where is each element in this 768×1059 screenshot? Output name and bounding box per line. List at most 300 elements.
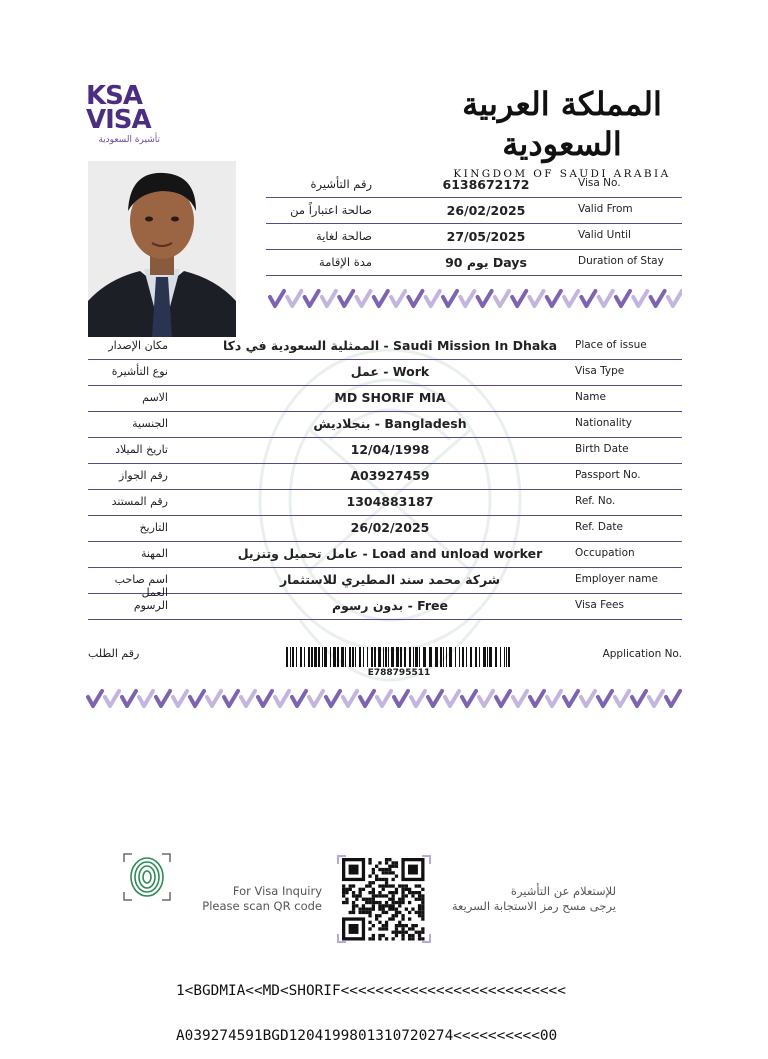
qr-module <box>415 891 418 894</box>
qr-module <box>368 908 371 911</box>
check-mark-icon <box>599 291 613 306</box>
qr-module <box>415 911 418 914</box>
qr-module <box>372 934 375 937</box>
qr-module <box>398 911 401 914</box>
qr-module <box>411 894 414 897</box>
barcode-bar <box>440 647 442 667</box>
barcode-bar <box>423 647 426 667</box>
qr-module <box>382 911 385 914</box>
qr-module <box>401 937 404 940</box>
qr-inquiry-en-line2: Please scan QR code <box>202 899 322 913</box>
qr-module <box>362 898 365 901</box>
barcode-bar <box>314 647 317 667</box>
birth-date-value: 12/04/1998 <box>350 442 430 457</box>
qr-module <box>365 898 368 901</box>
qr-module <box>421 917 424 920</box>
mrz-line-1: 1<BGDMIA<<MD<SHORIF<<<<<<<<<<<<<<<<<<<<<<<<<< <box>176 983 566 999</box>
qr-module <box>372 881 375 884</box>
barcode-bar <box>415 647 418 667</box>
barcode-bar <box>500 647 501 667</box>
valid-from-label-ar: صالحة اعتباراً من <box>290 203 372 217</box>
qr-module <box>368 898 371 901</box>
qr-module <box>342 894 345 897</box>
qr-module <box>378 868 381 871</box>
qr-module <box>411 927 414 930</box>
check-mark-icon <box>275 691 289 706</box>
qr-module <box>385 911 388 914</box>
check-mark-icon <box>462 691 476 706</box>
qr-module <box>392 917 395 920</box>
barcode-bar <box>359 647 361 667</box>
check-mark-icon <box>411 691 425 706</box>
qr-module <box>395 901 398 904</box>
qr-module <box>382 868 385 871</box>
qr-module <box>378 921 381 924</box>
birth-date-row <box>88 438 682 464</box>
qr-module <box>418 937 421 940</box>
application-number-label-ar: رقم الطلب <box>88 647 140 660</box>
qr-module <box>385 921 388 924</box>
check-mark-icon <box>305 291 319 306</box>
qr-module <box>365 908 368 911</box>
qr-module <box>375 914 378 917</box>
place-of-issue-value: الممثلية السعودية في دكا - Saudi Mission In Dhaka <box>222 338 558 353</box>
qr-module <box>395 931 398 934</box>
qr-module <box>362 888 365 891</box>
qr-module <box>368 891 371 894</box>
qr-module <box>375 917 378 920</box>
barcode-bar <box>322 647 323 667</box>
check-mark-icon <box>615 691 629 706</box>
qr-module <box>401 934 404 937</box>
barcode-bar <box>341 647 344 667</box>
qr-module <box>395 875 398 878</box>
qr-module <box>421 931 424 934</box>
barcode-bar <box>352 647 354 667</box>
passport-number-label-ar: رقم الجواز <box>119 469 168 482</box>
barcode-bar <box>388 647 389 667</box>
check-mark-icon <box>292 691 306 706</box>
ref-date-row <box>88 516 682 542</box>
check-mark-icon <box>564 291 578 306</box>
ref-number-label-ar: رقم المستند <box>111 495 168 508</box>
barcode-bar <box>466 647 467 667</box>
qr-module <box>401 894 404 897</box>
qr-module <box>385 871 388 874</box>
qr-module <box>408 917 411 920</box>
check-mark-icon <box>122 691 136 706</box>
barcode-bar <box>443 647 444 667</box>
qr-module <box>372 871 375 874</box>
qr-module <box>418 914 421 917</box>
qr-module <box>411 908 414 911</box>
qr-module <box>372 891 375 894</box>
employer-row <box>88 568 682 599</box>
qr-module <box>382 904 385 907</box>
barcode-bar <box>324 647 327 667</box>
check-mark-icon <box>309 691 323 706</box>
qr-module <box>352 891 355 894</box>
qr-module <box>385 901 388 904</box>
qr-module <box>352 904 355 907</box>
qr-finder-pattern <box>349 924 359 934</box>
qr-module <box>395 927 398 930</box>
name-value: MD SHORIF MIA <box>334 390 446 405</box>
qr-module <box>405 908 408 911</box>
qr-module <box>368 921 371 924</box>
qr-module <box>385 878 388 881</box>
check-mark-icon <box>616 291 630 306</box>
qr-module <box>342 891 345 894</box>
check-mark-icon <box>445 691 459 706</box>
qr-module <box>362 911 365 914</box>
place-of-issue-label-en: Place of issue <box>575 339 647 351</box>
qr-module <box>392 878 395 881</box>
qr-module <box>398 884 401 887</box>
barcode-bar <box>504 647 505 667</box>
barcode-bar <box>318 647 320 667</box>
qr-module <box>392 937 395 940</box>
nationality-label-en: Nationality <box>575 417 633 429</box>
qr-module <box>415 884 418 887</box>
qr-module <box>368 884 371 887</box>
barcode-bar <box>308 647 310 667</box>
nationality-row <box>88 412 682 438</box>
check-mark-icon <box>241 691 255 706</box>
barcode-bar <box>404 647 406 667</box>
qr-module <box>352 884 355 887</box>
qr-module <box>362 904 365 907</box>
qr-module <box>365 911 368 914</box>
check-mark-icon <box>598 691 612 706</box>
applicant-photo <box>88 161 236 337</box>
employer-value: شركة محمد سند المطيري للاستثمار <box>279 572 501 587</box>
qr-module <box>372 908 375 911</box>
check-mark-icon <box>360 691 374 706</box>
qr-module <box>388 868 391 871</box>
qr-module <box>349 884 352 887</box>
portrait-illustration <box>88 161 236 337</box>
barcode-bar <box>446 647 447 667</box>
qr-module <box>395 861 398 864</box>
qr-module <box>418 911 421 914</box>
qr-module <box>405 894 408 897</box>
barcode-bar <box>508 647 510 667</box>
visa-number-label-ar: رقم التأشيرة <box>310 177 372 191</box>
qr-module <box>418 898 421 901</box>
duration-value: 90 يوم Days <box>445 255 527 270</box>
qr-module <box>382 888 385 891</box>
kingdom-english-title: KINGDOM OF SAUDI ARABIA <box>453 168 671 180</box>
employer-label-ar: اسم صاحب العمل <box>114 573 168 599</box>
barcode-bar <box>487 647 488 667</box>
check-mark-icon <box>394 691 408 706</box>
barcode-bar <box>489 647 492 667</box>
valid-from-row <box>266 198 682 224</box>
barcode-bar <box>413 647 414 667</box>
qr-module <box>418 934 421 937</box>
duration-row <box>266 250 682 276</box>
check-mark-icon <box>512 291 526 306</box>
qr-module <box>342 888 345 891</box>
ref-date-value: 26/02/2025 <box>350 520 430 535</box>
qr-module <box>388 908 391 911</box>
qr-module <box>382 924 385 927</box>
qr-module <box>421 908 424 911</box>
barcode-bar <box>400 647 402 667</box>
barcode-bar <box>455 647 456 667</box>
qr-module <box>388 865 391 868</box>
check-mark-icon <box>339 291 353 306</box>
qr-module <box>378 861 381 864</box>
qr-module <box>345 891 348 894</box>
qr-module <box>352 908 355 911</box>
qr-module <box>372 901 375 904</box>
qr-module <box>345 898 348 901</box>
qr-module <box>368 861 371 864</box>
duration-label-ar: مدة الإقامة <box>319 255 372 269</box>
ksa-visa-logo <box>86 81 166 145</box>
qr-module <box>385 927 388 930</box>
qr-module <box>388 917 391 920</box>
check-mark-icon <box>426 291 440 306</box>
qr-module <box>385 884 388 887</box>
qr-module <box>365 901 368 904</box>
qr-module <box>368 858 371 861</box>
visa-number-label-en: Visa No. <box>578 177 621 189</box>
qr-module <box>345 888 348 891</box>
check-mark-icon <box>105 691 119 706</box>
ref-number-label-en: Ref. No. <box>575 495 616 507</box>
visa-number-value: 6138672172 <box>442 177 530 192</box>
qr-module <box>408 927 411 930</box>
qr-module <box>359 911 362 914</box>
qr-module <box>355 904 358 907</box>
qr-module <box>388 858 391 861</box>
visa-fees-value: بدون رسوم - Free <box>332 598 448 613</box>
check-mark-strip-top <box>268 288 682 310</box>
birth-date-label-en: Birth Date <box>575 443 629 455</box>
check-mark-icon <box>326 691 340 706</box>
qr-module <box>378 891 381 894</box>
qr-module <box>368 927 371 930</box>
qr-finder-pattern <box>408 865 418 875</box>
qr-module <box>375 901 378 904</box>
fingerprint-icon <box>122 852 172 902</box>
qr-module <box>411 937 414 940</box>
qr-finder-pattern <box>349 865 359 875</box>
barcode-bar <box>371 647 373 667</box>
qr-module <box>411 934 414 937</box>
occupation-label-ar: المهنة <box>140 547 168 560</box>
check-mark-icon <box>287 291 301 306</box>
check-mark-icon <box>408 291 422 306</box>
barcode-bar <box>385 647 387 667</box>
qr-module <box>385 861 388 864</box>
qr-module <box>378 908 381 911</box>
qr-module <box>368 914 371 917</box>
qr-module <box>378 884 381 887</box>
qr-module <box>421 911 424 914</box>
logo-line-ksa: KSA <box>86 81 142 111</box>
qr-module <box>418 904 421 907</box>
qr-module <box>378 927 381 930</box>
qr-module <box>421 914 424 917</box>
birth-date-label-ar: تاريخ الميلاد <box>115 443 168 456</box>
qr-module <box>401 898 404 901</box>
qr-module <box>378 894 381 897</box>
qr-module <box>418 891 421 894</box>
qr-module <box>365 884 368 887</box>
qr-module <box>408 937 411 940</box>
qr-module <box>401 924 404 927</box>
qr-module <box>375 894 378 897</box>
qr-module <box>421 901 424 904</box>
qr-module <box>408 911 411 914</box>
qr-module <box>392 931 395 934</box>
barcode-bar <box>483 647 486 667</box>
visa-fees-row <box>88 594 682 620</box>
qr-module <box>405 931 408 934</box>
nationality-label-ar: الجنسية <box>132 417 168 430</box>
visa-fees-label-ar: الرسوم <box>133 599 168 612</box>
check-mark-icon <box>479 691 493 706</box>
qr-module <box>408 888 411 891</box>
qr-module <box>342 901 345 904</box>
check-mark-icon <box>322 291 336 306</box>
qr-module <box>355 898 358 901</box>
qr-module <box>378 937 381 940</box>
ref-number-value: 1304883187 <box>346 494 434 509</box>
qr-module <box>372 898 375 901</box>
qr-module <box>392 861 395 864</box>
qr-module <box>392 894 395 897</box>
barcode-bar <box>311 647 313 667</box>
qr-code[interactable] <box>336 854 432 944</box>
application-number-label-en: Application No. <box>602 648 682 660</box>
check-mark-icon <box>668 291 682 306</box>
qr-module <box>385 881 388 884</box>
qr-module <box>388 871 391 874</box>
check-mark-icon <box>666 691 680 706</box>
qr-module <box>378 901 381 904</box>
logo-arabic-tagline: تأشيرة السعودية <box>98 135 160 145</box>
check-mark-icon <box>530 291 544 306</box>
qr-module <box>372 904 375 907</box>
check-mark-icon <box>564 691 578 706</box>
qr-module <box>375 878 378 881</box>
qr-module <box>415 931 418 934</box>
qr-module <box>421 937 424 940</box>
visa-number-row <box>266 172 682 198</box>
check-mark-icon <box>633 291 647 306</box>
occupation-row <box>88 542 682 568</box>
barcode-bar <box>383 647 384 667</box>
qr-module <box>359 894 362 897</box>
check-mark-icon <box>88 691 102 706</box>
qr-module <box>372 888 375 891</box>
check-mark-icon <box>343 691 357 706</box>
kingdom-arabic-calligraphy: المملكة العربية السعودية <box>462 85 662 163</box>
qr-inquiry-text-en <box>180 884 322 914</box>
duration-label-en: Duration of Stay <box>578 255 664 267</box>
valid-until-label-en: Valid Until <box>578 229 631 241</box>
place-of-issue-label-ar: مكان الإصدار <box>108 339 168 352</box>
qr-module <box>378 934 381 937</box>
barcode-bar <box>300 647 302 667</box>
place-of-issue-row <box>88 334 682 360</box>
valid-until-value: 27/05/2025 <box>446 229 526 244</box>
qr-module <box>401 927 404 930</box>
qr-module <box>382 878 385 881</box>
check-mark-icon <box>530 691 544 706</box>
qr-module <box>395 911 398 914</box>
machine-readable-zone <box>176 954 566 1059</box>
qr-module <box>382 884 385 887</box>
occupation-label-en: Occupation <box>575 547 635 559</box>
name-label-en: Name <box>575 391 606 403</box>
qr-module <box>401 931 404 934</box>
check-mark-icon <box>495 291 509 306</box>
barcode-bar <box>363 647 364 667</box>
qr-module <box>392 891 395 894</box>
qr-module <box>382 934 385 937</box>
barcode-bar <box>292 647 294 667</box>
check-mark-icon <box>377 691 391 706</box>
barcode-bar <box>304 647 305 667</box>
qr-module <box>388 898 391 901</box>
qr-module <box>378 878 381 881</box>
passport-number-label-en: Passport No. <box>575 469 641 481</box>
check-mark-icon <box>443 291 457 306</box>
qr-module <box>405 924 408 927</box>
qr-module <box>345 901 348 904</box>
qr-module <box>375 865 378 868</box>
qr-module <box>359 891 362 894</box>
check-mark-icon <box>651 291 665 306</box>
qr-module <box>359 888 362 891</box>
qr-module <box>395 865 398 868</box>
qr-module <box>415 924 418 927</box>
check-mark-icon <box>173 691 187 706</box>
qr-module <box>372 937 375 940</box>
qr-module <box>392 871 395 874</box>
qr-module <box>368 911 371 914</box>
qr-module <box>408 901 411 904</box>
barcode-bar <box>374 647 376 667</box>
check-mark-icon <box>207 691 221 706</box>
ref-date-label-en: Ref. Date <box>575 521 623 533</box>
check-mark-icon <box>156 691 170 706</box>
barcode <box>286 647 512 667</box>
barcode-bar <box>495 647 497 667</box>
qr-inquiry-ar-line2: يرجى مسح رمز الاستجابة السريعة <box>451 899 616 913</box>
check-mark-icon <box>357 291 371 306</box>
qr-module <box>385 924 388 927</box>
ref-number-row <box>88 490 682 516</box>
visa-type-row <box>88 360 682 386</box>
qr-inquiry-en-line1: For Visa Inquiry <box>232 884 322 898</box>
barcode-bar <box>429 647 432 667</box>
qr-module <box>418 931 421 934</box>
qr-module <box>385 868 388 871</box>
qr-module <box>352 901 355 904</box>
barcode-bar <box>462 647 464 667</box>
qr-module <box>421 894 424 897</box>
logo-line-visa: VISA <box>86 105 151 135</box>
qr-module <box>401 891 404 894</box>
visa-type-value: عمل - Work <box>350 364 430 379</box>
